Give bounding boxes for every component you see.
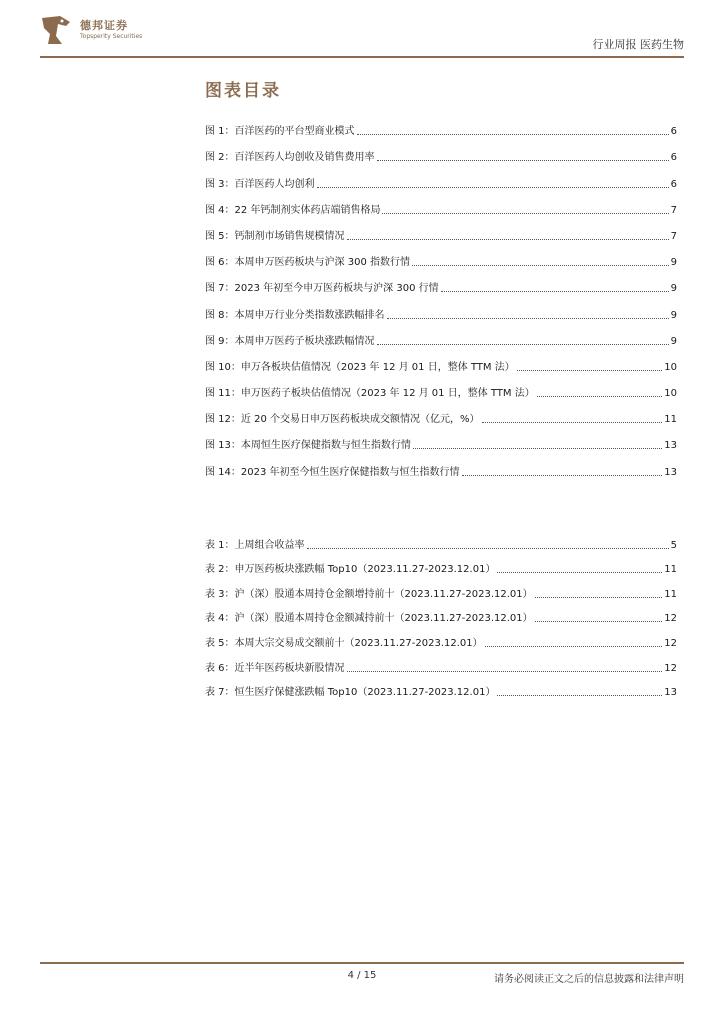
figure-entry-label: 图 13：本周恒生医疗保健指数与恒生指数行情 bbox=[205, 440, 411, 452]
figure-entry-label: 图 14：2023 年初至今恒生医疗保健指数与恒生指数行情 bbox=[205, 466, 460, 478]
figure-entry[interactable] bbox=[205, 269, 677, 295]
table-entry-page: 12 bbox=[664, 637, 677, 649]
figure-entry-page: 10 bbox=[664, 388, 677, 400]
figure-entry[interactable] bbox=[205, 217, 677, 243]
figure-entry-page: 6 bbox=[670, 178, 677, 190]
table-entry-label: 表 5：本周大宗交易成交额前十（2023.11.27-2023.12.01） bbox=[205, 637, 483, 649]
dot-leader bbox=[462, 475, 663, 476]
dot-leader bbox=[377, 344, 669, 345]
figure-entry-page: 13 bbox=[664, 466, 677, 478]
figure-entry[interactable] bbox=[205, 374, 677, 400]
figure-entry[interactable] bbox=[205, 138, 677, 164]
figure-entry[interactable] bbox=[205, 426, 677, 452]
page-number: 4 / 15 bbox=[347, 970, 377, 981]
dot-leader bbox=[357, 134, 669, 135]
dot-leader bbox=[307, 548, 669, 549]
dot-leader bbox=[387, 318, 669, 319]
figure-entry-label: 图 1：百洋医药的平台型商业模式 bbox=[205, 126, 355, 138]
table-entry-label: 表 4：沪（深）股通本周持仓金额减持前十（2023.11.27-2023.12.01） bbox=[205, 613, 533, 625]
dot-leader bbox=[377, 160, 669, 161]
figure-entry[interactable] bbox=[205, 400, 677, 426]
dot-leader bbox=[537, 396, 663, 397]
figure-list bbox=[205, 112, 677, 479]
dot-leader bbox=[441, 291, 669, 292]
table-list bbox=[205, 527, 677, 699]
figure-entry-label: 图 12：近 20 个交易日申万医药板块成交额情况（亿元，%） bbox=[205, 414, 480, 426]
dot-leader bbox=[382, 213, 668, 214]
figure-entry-page: 7 bbox=[670, 204, 677, 216]
table-entry[interactable] bbox=[205, 650, 677, 675]
dot-leader bbox=[482, 422, 663, 423]
figure-entry[interactable] bbox=[205, 295, 677, 321]
figure-entry-page: 9 bbox=[670, 257, 677, 269]
dot-leader bbox=[517, 370, 663, 371]
disclaimer: 请务必阅读正文之后的信息披露和法律声明 bbox=[494, 974, 684, 985]
table-entry[interactable] bbox=[205, 625, 677, 650]
figure-entry-page: 6 bbox=[670, 126, 677, 138]
figure-entry-label: 图 9：本周申万医药子板块涨跌幅情况 bbox=[205, 335, 375, 347]
report-category: 行业周报 医药生物 bbox=[592, 38, 684, 51]
table-entry-page: 13 bbox=[664, 687, 677, 699]
figure-entry-page: 10 bbox=[664, 361, 677, 373]
figure-entry[interactable] bbox=[205, 112, 677, 138]
dot-leader bbox=[485, 646, 663, 647]
figure-entry-label: 图 8：本周申万行业分类指数涨跌幅排名 bbox=[205, 309, 385, 321]
toc-title: 图表目录 bbox=[205, 81, 281, 101]
dot-leader bbox=[347, 671, 663, 672]
logo-english-name: Topsperity Securities bbox=[80, 33, 143, 40]
table-entry[interactable] bbox=[205, 601, 677, 626]
dot-leader bbox=[535, 621, 663, 622]
figure-entry-label: 图 6：本周申万医药板块与沪深 300 指数行情 bbox=[205, 257, 410, 269]
dot-leader bbox=[347, 239, 669, 240]
dot-leader bbox=[497, 695, 662, 696]
figure-entry[interactable] bbox=[205, 164, 677, 190]
figure-entry[interactable] bbox=[205, 348, 677, 374]
dot-leader bbox=[412, 265, 669, 266]
logo-mark-icon bbox=[40, 14, 74, 46]
table-entry-label: 表 7：恒生医疗保健涨跌幅 Top10（2023.11.27-2023.12.01） bbox=[205, 687, 496, 699]
table-entry[interactable] bbox=[205, 527, 677, 552]
figure-entry-label: 图 4：22 年钙制剂实体药店端销售格局 bbox=[205, 204, 381, 216]
table-entry-label: 表 1：上周组合收益率 bbox=[205, 539, 305, 551]
dot-leader bbox=[497, 572, 662, 573]
figure-entry-label: 图 7：2023 年初至今申万医药板块与沪深 300 行情 bbox=[205, 283, 439, 295]
table-entry-label: 表 3：沪（深）股通本周持仓金额增持前十（2023.11.27-2023.12.01） bbox=[205, 588, 533, 600]
figure-entry[interactable] bbox=[205, 322, 677, 348]
figure-entry-page: 6 bbox=[670, 152, 677, 164]
table-entry-page: 12 bbox=[664, 613, 677, 625]
figure-entry[interactable] bbox=[205, 452, 677, 478]
figure-entry-label: 图 3：百洋医药人均创利 bbox=[205, 178, 315, 190]
dot-leader bbox=[535, 597, 663, 598]
table-entry-label: 表 6：近半年医药板块新股情况 bbox=[205, 662, 345, 674]
figure-entry[interactable] bbox=[205, 243, 677, 269]
figure-entry-label: 图 5：钙制剂市场销售规模情况 bbox=[205, 230, 345, 242]
figure-entry-label: 图 2：百洋医药人均创收及销售费用率 bbox=[205, 152, 375, 164]
figure-entry-page: 9 bbox=[670, 309, 677, 321]
figure-entry-page: 13 bbox=[664, 440, 677, 452]
footer-divider bbox=[40, 962, 684, 964]
table-entry[interactable] bbox=[205, 552, 677, 577]
table-entry-page: 11 bbox=[664, 588, 677, 600]
page-header bbox=[0, 0, 724, 60]
table-entry[interactable] bbox=[205, 576, 677, 601]
dot-leader bbox=[413, 448, 662, 449]
figure-entry-page: 7 bbox=[670, 230, 677, 242]
figure-entry-label: 图 10：申万各板块估值情况（2023 年 12 月 01 日，整体 TTM 法） bbox=[205, 361, 515, 373]
dot-leader bbox=[317, 187, 669, 188]
figure-entry-page: 11 bbox=[664, 414, 677, 426]
table-entry[interactable] bbox=[205, 675, 677, 700]
table-entry-page: 12 bbox=[664, 662, 677, 674]
table-entry-label: 表 2：申万医药板块涨跌幅 Top10（2023.11.27-2023.12.01） bbox=[205, 564, 496, 576]
company-logo bbox=[40, 14, 150, 46]
figure-entry-page: 9 bbox=[670, 283, 677, 295]
table-entry-page: 11 bbox=[664, 564, 677, 576]
header-divider bbox=[40, 56, 684, 58]
logo-chinese-name: 德邦证券 bbox=[80, 19, 128, 32]
figure-entry-label: 图 11：申万医药子板块估值情况（2023 年 12 月 01 日，整体 TTM 法） bbox=[205, 388, 535, 400]
table-entry-page: 5 bbox=[670, 539, 677, 551]
figure-entry[interactable] bbox=[205, 191, 677, 217]
figure-entry-page: 9 bbox=[670, 335, 677, 347]
